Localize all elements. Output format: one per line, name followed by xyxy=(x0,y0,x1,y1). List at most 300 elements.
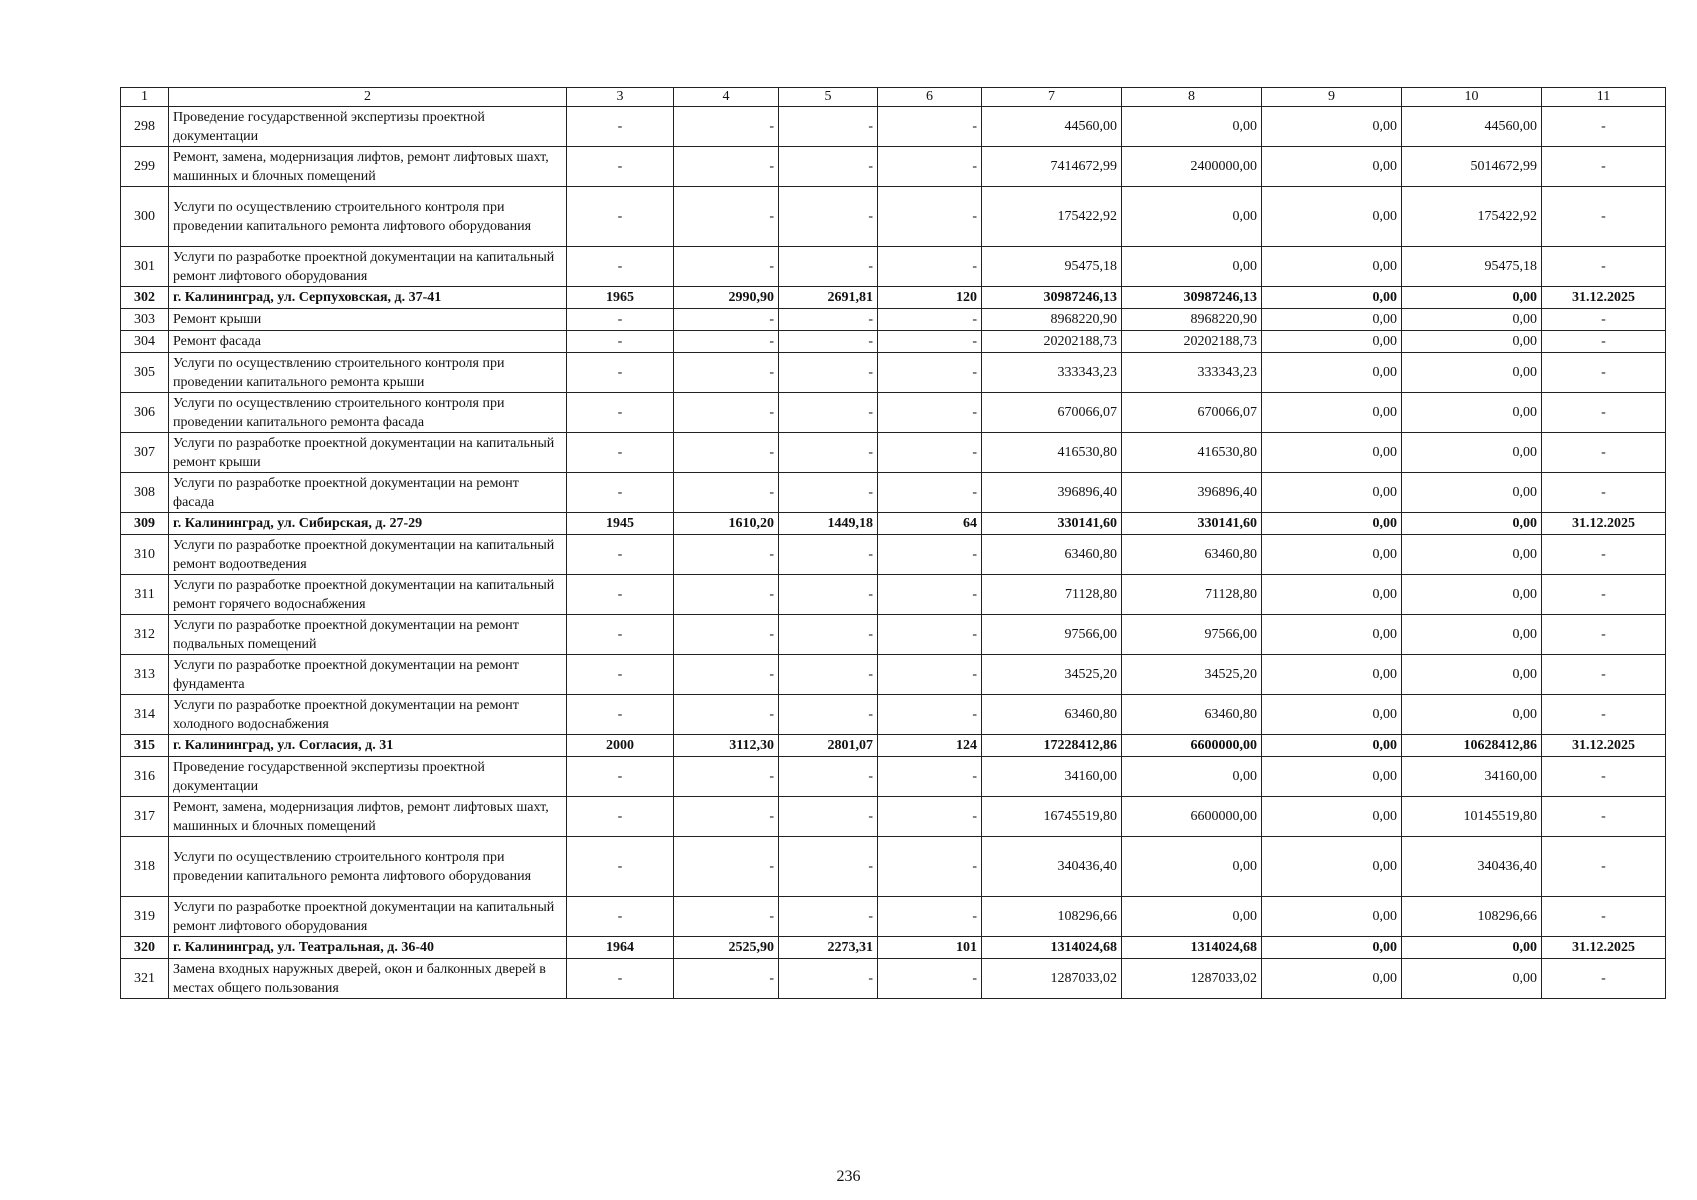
work-description-cell: Проведение государственной экспертизы проектной документации xyxy=(169,757,567,797)
total-cost-cell: 175422,92 xyxy=(982,187,1122,247)
cost-source-8-cell: 396896,40 xyxy=(1122,473,1262,513)
cost-source-10-cell: 0,00 xyxy=(1402,393,1542,433)
total-area-cell: 3112,30 xyxy=(674,735,779,757)
cost-source-10-cell: 10145519,80 xyxy=(1402,797,1542,837)
completion-date-cell: - xyxy=(1542,837,1666,897)
work-description-cell: Ремонт, замена, модернизация лифтов, ремонт лифтовых шахт, машинных и блочных помещений xyxy=(169,147,567,187)
work-description-cell: Услуги по разработке проектной документации на ремонт холодного водоснабжения xyxy=(169,695,567,735)
year-built-cell: 1945 xyxy=(567,513,674,535)
completion-date-cell: - xyxy=(1542,615,1666,655)
year-built-cell: - xyxy=(567,757,674,797)
row-number-cell: 307 xyxy=(121,433,169,473)
cost-source-8-cell: 0,00 xyxy=(1122,757,1262,797)
completion-date-cell: - xyxy=(1542,331,1666,353)
cost-source-10-cell: 0,00 xyxy=(1402,309,1542,331)
cost-source-9-cell: 0,00 xyxy=(1262,433,1402,473)
completion-date-cell: - xyxy=(1542,353,1666,393)
year-built-cell: 1965 xyxy=(567,287,674,309)
completion-date-cell: - xyxy=(1542,757,1666,797)
total-cost-cell: 95475,18 xyxy=(982,247,1122,287)
living-area-cell: - xyxy=(779,393,878,433)
row-number-cell: 312 xyxy=(121,615,169,655)
work-description-cell: г. Калининград, ул. Серпуховская, д. 37-41 xyxy=(169,287,567,309)
work-row xyxy=(121,393,1666,433)
cost-source-8-cell: 330141,60 xyxy=(1122,513,1262,535)
residents-count-cell: 120 xyxy=(878,287,982,309)
residents-count-cell: - xyxy=(878,107,982,147)
year-built-cell: 2000 xyxy=(567,735,674,757)
cost-source-8-cell: 97566,00 xyxy=(1122,615,1262,655)
residents-count-cell: - xyxy=(878,535,982,575)
cost-source-10-cell: 34160,00 xyxy=(1402,757,1542,797)
total-area-cell: - xyxy=(674,353,779,393)
work-row xyxy=(121,535,1666,575)
work-row xyxy=(121,695,1666,735)
total-area-cell: - xyxy=(674,433,779,473)
completion-date-cell: - xyxy=(1542,187,1666,247)
completion-date-cell: - xyxy=(1542,393,1666,433)
work-description-cell: Услуги по разработке проектной документации на ремонт подвальных помещений xyxy=(169,615,567,655)
cost-source-10-cell: 0,00 xyxy=(1402,513,1542,535)
work-description-cell: Услуги по разработке проектной документации на капитальный ремонт крыши xyxy=(169,433,567,473)
work-description-cell: Услуги по разработке проектной документации на капитальный ремонт лифтового оборудования xyxy=(169,897,567,937)
completion-date-cell: - xyxy=(1542,473,1666,513)
work-row xyxy=(121,897,1666,937)
work-description-cell: г. Калининград, ул. Согласия, д. 31 xyxy=(169,735,567,757)
cost-source-9-cell: 0,00 xyxy=(1262,937,1402,959)
year-built-cell: - xyxy=(567,393,674,433)
completion-date-cell: - xyxy=(1542,655,1666,695)
completion-date-cell: - xyxy=(1542,575,1666,615)
row-number-cell: 309 xyxy=(121,513,169,535)
cost-source-10-cell: 95475,18 xyxy=(1402,247,1542,287)
living-area-cell: 1449,18 xyxy=(779,513,878,535)
cost-source-10-cell: 0,00 xyxy=(1402,655,1542,695)
year-built-cell: - xyxy=(567,797,674,837)
cost-source-9-cell: 0,00 xyxy=(1262,309,1402,331)
total-area-cell: - xyxy=(674,535,779,575)
year-built-cell: - xyxy=(567,615,674,655)
row-number-cell: 310 xyxy=(121,535,169,575)
living-area-cell: - xyxy=(779,655,878,695)
completion-date-cell: - xyxy=(1542,147,1666,187)
completion-date-cell: - xyxy=(1542,433,1666,473)
living-area-cell: - xyxy=(779,309,878,331)
work-description-cell: Ремонт крыши xyxy=(169,309,567,331)
work-description-cell: Услуги по разработке проектной документации на капитальный ремонт водоотведения xyxy=(169,535,567,575)
page-number: 236 xyxy=(836,1168,861,1185)
work-row xyxy=(121,837,1666,897)
work-description-cell: Услуги по осуществлению строительного контроля при проведении капитального ремонта лифтового оборудования xyxy=(169,187,567,247)
row-number-cell: 298 xyxy=(121,107,169,147)
year-built-cell: - xyxy=(567,837,674,897)
residents-count-cell: - xyxy=(878,331,982,353)
cost-source-8-cell: 1314024,68 xyxy=(1122,937,1262,959)
work-row xyxy=(121,331,1666,353)
cost-source-8-cell: 670066,07 xyxy=(1122,393,1262,433)
total-cost-cell: 7414672,99 xyxy=(982,147,1122,187)
total-area-cell: - xyxy=(674,757,779,797)
row-number-cell: 304 xyxy=(121,331,169,353)
residents-count-cell: - xyxy=(878,655,982,695)
cost-source-9-cell: 0,00 xyxy=(1262,247,1402,287)
residents-count-cell: 101 xyxy=(878,937,982,959)
year-built-cell: - xyxy=(567,353,674,393)
work-row xyxy=(121,959,1666,999)
residents-count-cell: 64 xyxy=(878,513,982,535)
total-area-cell: - xyxy=(674,147,779,187)
work-row xyxy=(121,757,1666,797)
residents-count-cell: - xyxy=(878,353,982,393)
header-cell: 1 xyxy=(121,88,169,107)
header-cell: 4 xyxy=(674,88,779,107)
year-built-cell: - xyxy=(567,473,674,513)
year-built-cell: - xyxy=(567,247,674,287)
work-row xyxy=(121,107,1666,147)
row-number-cell: 308 xyxy=(121,473,169,513)
total-area-cell: - xyxy=(674,655,779,695)
residents-count-cell: - xyxy=(878,959,982,999)
residents-count-cell: - xyxy=(878,897,982,937)
living-area-cell: - xyxy=(779,837,878,897)
work-row xyxy=(121,473,1666,513)
cost-source-10-cell: 175422,92 xyxy=(1402,187,1542,247)
work-description-cell: Услуги по осуществлению строительного контроля при проведении капитального ремонта лифтового оборудования xyxy=(169,837,567,897)
header-cell: 11 xyxy=(1542,88,1666,107)
work-description-cell: Проведение государственной экспертизы проектной документации xyxy=(169,107,567,147)
cost-source-10-cell: 108296,66 xyxy=(1402,897,1542,937)
cost-source-8-cell: 8968220,90 xyxy=(1122,309,1262,331)
work-row xyxy=(121,575,1666,615)
residents-count-cell: - xyxy=(878,757,982,797)
completion-date-cell: 31.12.2025 xyxy=(1542,287,1666,309)
cost-source-10-cell: 340436,40 xyxy=(1402,837,1542,897)
completion-date-cell: - xyxy=(1542,247,1666,287)
completion-date-cell: - xyxy=(1542,309,1666,331)
total-area-cell: - xyxy=(674,575,779,615)
living-area-cell: - xyxy=(779,575,878,615)
cost-source-10-cell: 0,00 xyxy=(1402,695,1542,735)
cost-source-8-cell: 0,00 xyxy=(1122,187,1262,247)
work-row xyxy=(121,353,1666,393)
row-number-cell: 303 xyxy=(121,309,169,331)
cost-source-10-cell: 0,00 xyxy=(1402,937,1542,959)
total-area-cell: 1610,20 xyxy=(674,513,779,535)
total-cost-cell: 44560,00 xyxy=(982,107,1122,147)
cost-source-9-cell: 0,00 xyxy=(1262,735,1402,757)
row-number-cell: 299 xyxy=(121,147,169,187)
residents-count-cell: - xyxy=(878,247,982,287)
total-area-cell: 2990,90 xyxy=(674,287,779,309)
total-area-cell: 2525,90 xyxy=(674,937,779,959)
work-description-cell: Услуги по разработке проектной документации на ремонт фасада xyxy=(169,473,567,513)
header-cell: 2 xyxy=(169,88,567,107)
completion-date-cell: - xyxy=(1542,107,1666,147)
living-area-cell: - xyxy=(779,433,878,473)
cost-source-8-cell: 333343,23 xyxy=(1122,353,1262,393)
row-number-cell: 305 xyxy=(121,353,169,393)
living-area-cell: - xyxy=(779,353,878,393)
work-row xyxy=(121,615,1666,655)
living-area-cell: - xyxy=(779,695,878,735)
cost-source-10-cell: 0,00 xyxy=(1402,959,1542,999)
cost-source-9-cell: 0,00 xyxy=(1262,535,1402,575)
year-built-cell: - xyxy=(567,897,674,937)
cost-source-8-cell: 1287033,02 xyxy=(1122,959,1262,999)
cost-source-9-cell: 0,00 xyxy=(1262,287,1402,309)
completion-date-cell: - xyxy=(1542,695,1666,735)
residents-count-cell: - xyxy=(878,187,982,247)
year-built-cell: 1964 xyxy=(567,937,674,959)
living-area-cell: - xyxy=(779,147,878,187)
living-area-cell: - xyxy=(779,897,878,937)
work-description-cell: Услуги по осуществлению строительного контроля при проведении капитального ремонта крыши xyxy=(169,353,567,393)
residents-count-cell: - xyxy=(878,433,982,473)
work-row xyxy=(121,147,1666,187)
year-built-cell: - xyxy=(567,655,674,695)
repair-schedule-table xyxy=(120,87,1666,999)
total-cost-cell: 16745519,80 xyxy=(982,797,1122,837)
work-description-cell: Ремонт фасада xyxy=(169,331,567,353)
year-built-cell: - xyxy=(567,331,674,353)
total-cost-cell: 34525,20 xyxy=(982,655,1122,695)
residents-count-cell: - xyxy=(878,309,982,331)
living-area-cell: 2691,81 xyxy=(779,287,878,309)
cost-source-10-cell: 0,00 xyxy=(1402,433,1542,473)
cost-source-9-cell: 0,00 xyxy=(1262,575,1402,615)
work-row xyxy=(121,655,1666,695)
year-built-cell: - xyxy=(567,187,674,247)
residents-count-cell: - xyxy=(878,575,982,615)
row-number-cell: 300 xyxy=(121,187,169,247)
cost-source-10-cell: 0,00 xyxy=(1402,535,1542,575)
year-built-cell: - xyxy=(567,433,674,473)
cost-source-9-cell: 0,00 xyxy=(1262,959,1402,999)
work-row xyxy=(121,187,1666,247)
year-built-cell: - xyxy=(567,535,674,575)
cost-source-8-cell: 416530,80 xyxy=(1122,433,1262,473)
cost-source-10-cell: 44560,00 xyxy=(1402,107,1542,147)
completion-date-cell: - xyxy=(1542,535,1666,575)
residents-count-cell: - xyxy=(878,393,982,433)
header-cell: 10 xyxy=(1402,88,1542,107)
cost-source-9-cell: 0,00 xyxy=(1262,655,1402,695)
work-row xyxy=(121,433,1666,473)
total-cost-cell: 97566,00 xyxy=(982,615,1122,655)
cost-source-8-cell: 0,00 xyxy=(1122,247,1262,287)
residents-count-cell: - xyxy=(878,615,982,655)
living-area-cell: - xyxy=(779,473,878,513)
header-cell: 9 xyxy=(1262,88,1402,107)
total-area-cell: - xyxy=(674,959,779,999)
completion-date-cell: 31.12.2025 xyxy=(1542,735,1666,757)
total-cost-cell: 30987246,13 xyxy=(982,287,1122,309)
total-area-cell: - xyxy=(674,247,779,287)
cost-source-10-cell: 0,00 xyxy=(1402,473,1542,513)
header-cell: 5 xyxy=(779,88,878,107)
row-number-cell: 320 xyxy=(121,937,169,959)
header-cell: 3 xyxy=(567,88,674,107)
total-cost-cell: 333343,23 xyxy=(982,353,1122,393)
cost-source-9-cell: 0,00 xyxy=(1262,147,1402,187)
cost-source-9-cell: 0,00 xyxy=(1262,107,1402,147)
year-built-cell: - xyxy=(567,575,674,615)
year-built-cell: - xyxy=(567,959,674,999)
total-cost-cell: 340436,40 xyxy=(982,837,1122,897)
total-area-cell: - xyxy=(674,897,779,937)
row-number-cell: 311 xyxy=(121,575,169,615)
header-cell: 7 xyxy=(982,88,1122,107)
header-cell: 8 xyxy=(1122,88,1262,107)
cost-source-8-cell: 34525,20 xyxy=(1122,655,1262,695)
total-area-cell: - xyxy=(674,107,779,147)
total-cost-cell: 108296,66 xyxy=(982,897,1122,937)
cost-source-8-cell: 0,00 xyxy=(1122,107,1262,147)
work-description-cell: Услуги по разработке проектной документации на ремонт фундамента xyxy=(169,655,567,695)
living-area-cell: 2801,07 xyxy=(779,735,878,757)
living-area-cell: - xyxy=(779,797,878,837)
cost-source-10-cell: 0,00 xyxy=(1402,287,1542,309)
cost-source-9-cell: 0,00 xyxy=(1262,331,1402,353)
row-number-cell: 313 xyxy=(121,655,169,695)
living-area-cell: - xyxy=(779,535,878,575)
total-area-cell: - xyxy=(674,473,779,513)
cost-source-10-cell: 0,00 xyxy=(1402,353,1542,393)
total-cost-cell: 670066,07 xyxy=(982,393,1122,433)
work-description-cell: Услуги по разработке проектной документации на капитальный ремонт лифтового оборудования xyxy=(169,247,567,287)
residents-count-cell: - xyxy=(878,797,982,837)
living-area-cell: - xyxy=(779,107,878,147)
work-row xyxy=(121,797,1666,837)
total-cost-cell: 396896,40 xyxy=(982,473,1122,513)
total-area-cell: - xyxy=(674,695,779,735)
row-number-cell: 302 xyxy=(121,287,169,309)
cost-source-10-cell: 0,00 xyxy=(1402,615,1542,655)
year-built-cell: - xyxy=(567,107,674,147)
cost-source-9-cell: 0,00 xyxy=(1262,695,1402,735)
total-cost-cell: 330141,60 xyxy=(982,513,1122,535)
total-area-cell: - xyxy=(674,331,779,353)
completion-date-cell: - xyxy=(1542,897,1666,937)
total-cost-cell: 1314024,68 xyxy=(982,937,1122,959)
row-number-cell: 319 xyxy=(121,897,169,937)
total-cost-cell: 20202188,73 xyxy=(982,331,1122,353)
completion-date-cell: - xyxy=(1542,797,1666,837)
residents-count-cell: 124 xyxy=(878,735,982,757)
cost-source-8-cell: 0,00 xyxy=(1122,897,1262,937)
cost-source-8-cell: 6600000,00 xyxy=(1122,735,1262,757)
cost-source-10-cell: 0,00 xyxy=(1402,575,1542,615)
total-cost-cell: 34160,00 xyxy=(982,757,1122,797)
living-area-cell: - xyxy=(779,187,878,247)
residents-count-cell: - xyxy=(878,473,982,513)
cost-source-9-cell: 0,00 xyxy=(1262,513,1402,535)
row-number-cell: 316 xyxy=(121,757,169,797)
cost-source-8-cell: 63460,80 xyxy=(1122,695,1262,735)
cost-source-9-cell: 0,00 xyxy=(1262,187,1402,247)
cost-source-9-cell: 0,00 xyxy=(1262,473,1402,513)
row-number-cell: 321 xyxy=(121,959,169,999)
total-cost-cell: 1287033,02 xyxy=(982,959,1122,999)
total-cost-cell: 63460,80 xyxy=(982,535,1122,575)
address-row xyxy=(121,735,1666,757)
work-row xyxy=(121,247,1666,287)
total-cost-cell: 8968220,90 xyxy=(982,309,1122,331)
cost-source-9-cell: 0,00 xyxy=(1262,897,1402,937)
row-number-cell: 301 xyxy=(121,247,169,287)
total-area-cell: - xyxy=(674,393,779,433)
year-built-cell: - xyxy=(567,147,674,187)
cost-source-8-cell: 6600000,00 xyxy=(1122,797,1262,837)
header-cell: 6 xyxy=(878,88,982,107)
address-row xyxy=(121,287,1666,309)
row-number-cell: 315 xyxy=(121,735,169,757)
total-area-cell: - xyxy=(674,309,779,331)
row-number-cell: 318 xyxy=(121,837,169,897)
completion-date-cell: 31.12.2025 xyxy=(1542,513,1666,535)
total-cost-cell: 71128,80 xyxy=(982,575,1122,615)
living-area-cell: - xyxy=(779,247,878,287)
living-area-cell: - xyxy=(779,757,878,797)
work-description-cell: Услуги по осуществлению строительного контроля при проведении капитального ремонта фасада xyxy=(169,393,567,433)
residents-count-cell: - xyxy=(878,147,982,187)
cost-source-10-cell: 5014672,99 xyxy=(1402,147,1542,187)
cost-source-9-cell: 0,00 xyxy=(1262,757,1402,797)
total-cost-cell: 416530,80 xyxy=(982,433,1122,473)
total-cost-cell: 17228412,86 xyxy=(982,735,1122,757)
cost-source-8-cell: 2400000,00 xyxy=(1122,147,1262,187)
residents-count-cell: - xyxy=(878,695,982,735)
address-row xyxy=(121,937,1666,959)
cost-source-10-cell: 10628412,86 xyxy=(1402,735,1542,757)
work-description-cell: г. Калининград, ул. Театральная, д. 36-40 xyxy=(169,937,567,959)
total-area-cell: - xyxy=(674,837,779,897)
work-description-cell: Ремонт, замена, модернизация лифтов, ремонт лифтовых шахт, машинных и блочных помещений xyxy=(169,797,567,837)
work-description-cell: Услуги по разработке проектной документации на капитальный ремонт горячего водоснабжения xyxy=(169,575,567,615)
living-area-cell: 2273,31 xyxy=(779,937,878,959)
cost-source-9-cell: 0,00 xyxy=(1262,837,1402,897)
total-area-cell: - xyxy=(674,797,779,837)
row-number-cell: 317 xyxy=(121,797,169,837)
header-row xyxy=(121,88,1666,107)
cost-source-9-cell: 0,00 xyxy=(1262,353,1402,393)
living-area-cell: - xyxy=(779,959,878,999)
cost-source-9-cell: 0,00 xyxy=(1262,797,1402,837)
work-row xyxy=(121,309,1666,331)
work-description-cell: г. Калининград, ул. Сибирская, д. 27-29 xyxy=(169,513,567,535)
cost-source-8-cell: 71128,80 xyxy=(1122,575,1262,615)
residents-count-cell: - xyxy=(878,837,982,897)
cost-source-8-cell: 63460,80 xyxy=(1122,535,1262,575)
row-number-cell: 306 xyxy=(121,393,169,433)
cost-source-10-cell: 0,00 xyxy=(1402,331,1542,353)
year-built-cell: - xyxy=(567,695,674,735)
cost-source-9-cell: 0,00 xyxy=(1262,393,1402,433)
cost-source-9-cell: 0,00 xyxy=(1262,615,1402,655)
completion-date-cell: 31.12.2025 xyxy=(1542,937,1666,959)
total-cost-cell: 63460,80 xyxy=(982,695,1122,735)
cost-source-8-cell: 20202188,73 xyxy=(1122,331,1262,353)
living-area-cell: - xyxy=(779,615,878,655)
completion-date-cell: - xyxy=(1542,959,1666,999)
row-number-cell: 314 xyxy=(121,695,169,735)
address-row xyxy=(121,513,1666,535)
work-description-cell: Замена входных наружных дверей, окон и балконных дверей в местах общего пользования xyxy=(169,959,567,999)
cost-source-8-cell: 30987246,13 xyxy=(1122,287,1262,309)
living-area-cell: - xyxy=(779,331,878,353)
year-built-cell: - xyxy=(567,309,674,331)
cost-source-8-cell: 0,00 xyxy=(1122,837,1262,897)
